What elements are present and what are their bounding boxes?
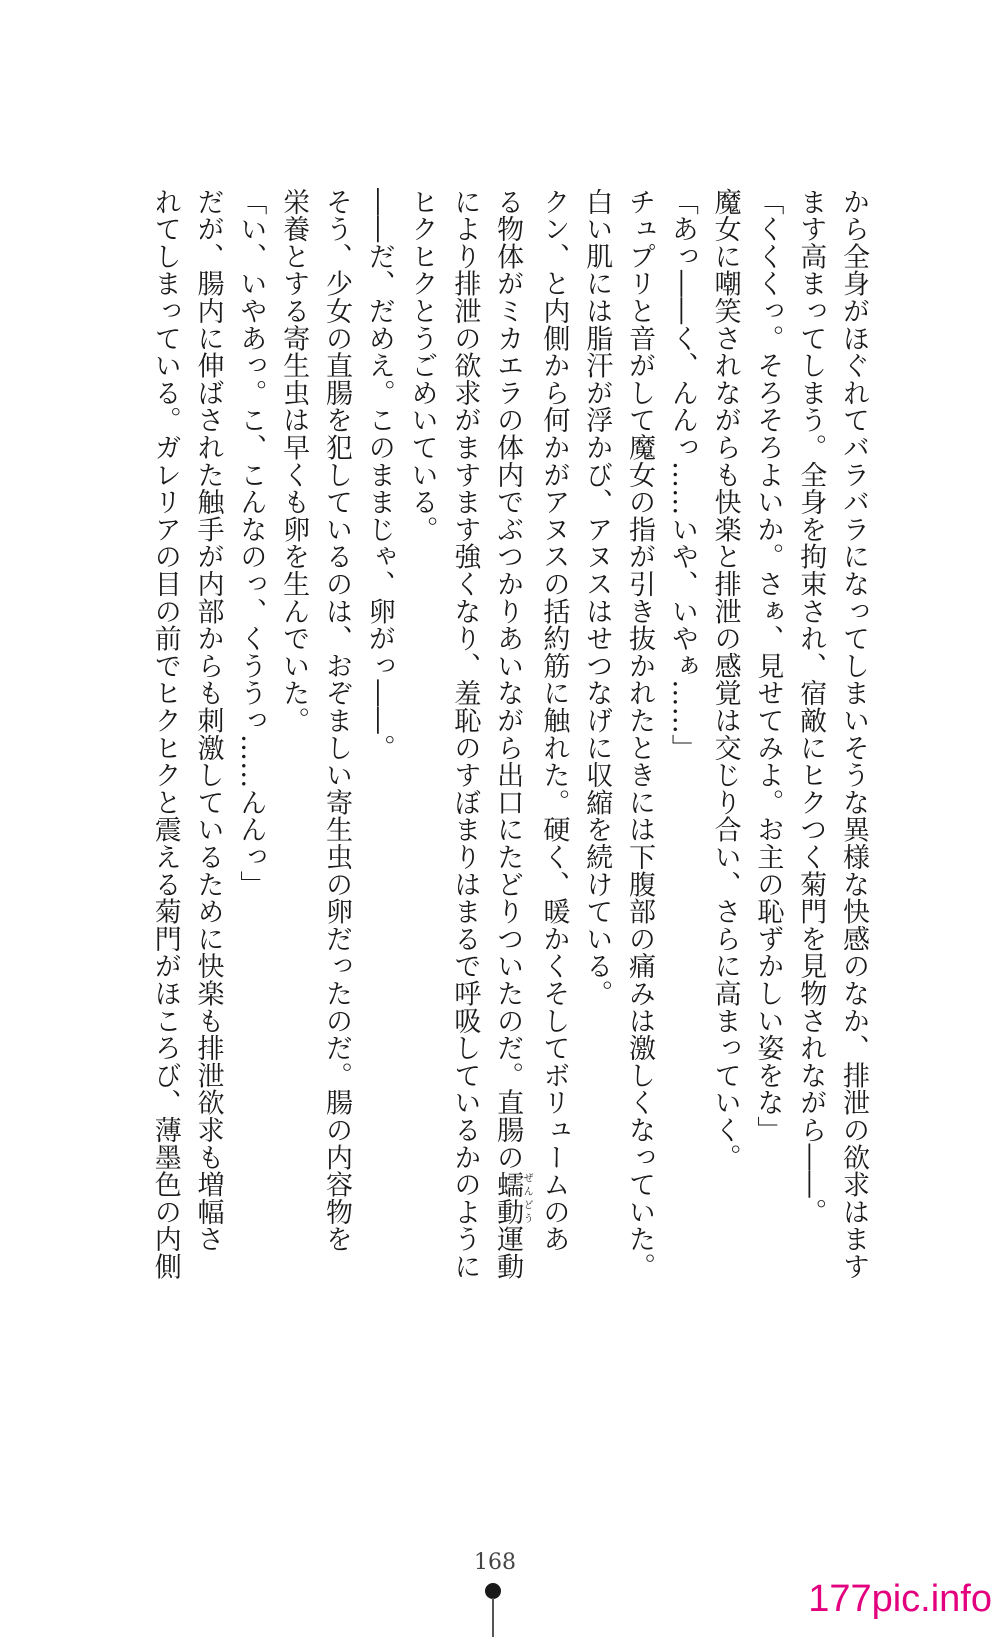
bookmark-string bbox=[492, 1598, 494, 1637]
text-line: から全身がほぐれてバラバラになってしまいそうな異様な快感のなか、排泄の欲求はます bbox=[838, 188, 869, 1280]
text-line: ます高まってしまう。全身を拘束され、宿敵にヒクつく菊門を見物されながら――。 bbox=[795, 188, 827, 1226]
bookmark-ribbon-icon bbox=[485, 1583, 501, 1599]
text-line: ――だ、だめえ。このままじゃ、卵がっ――。 bbox=[363, 188, 395, 762]
vertical-body-text bbox=[130, 188, 874, 1328]
ruby-reading: ぜんどう bbox=[521, 1170, 533, 1226]
text-line-with-ruby: る物体がミカエラの体内でぶつかりあいながら出口にたどりついたのだ。直腸の蠕動ぜんどう運動 bbox=[492, 188, 533, 1281]
text-line: 「くくくっ。そろそろよいか。さぁ、見せてみよ。お主の恥ずかしい姿をな」 bbox=[752, 188, 784, 1144]
text-line: だが、腸内に伸ばされた触手が内部からも刺激しているために快楽も排泄欲求も増幅さ bbox=[192, 188, 224, 1253]
text-line: 白い肌には脂汗が浮かび、アヌスはせつなげに収縮を続けている。 bbox=[581, 188, 613, 1007]
page-number: 168 bbox=[474, 1550, 516, 1575]
text-line: そう、少女の直腸を犯しているのは、おぞましい寄生虫の卵だったのだ。腸の内容物を bbox=[320, 188, 352, 1253]
site-watermark: 177pic.info bbox=[808, 1578, 992, 1620]
text-line: れてしまっている。ガレリアの目の前でヒクヒクと震える菊門がほころび、薄墨色の内側 bbox=[149, 188, 181, 1280]
text-line: 「あっ――く、んんっ……いや、いやぁ……」 bbox=[666, 188, 698, 762]
text-line: 栄養とする寄生虫は早くも卵を生んでいた。 bbox=[278, 188, 310, 734]
text-line: クン、と内側から何かがアヌスの括約筋に触れた。硬く、暖かくそしてボリュームのあ bbox=[538, 188, 570, 1253]
text-line: ヒクヒクとうごめいている。 bbox=[406, 188, 438, 543]
text-line: 「い、いやあっ。こ、こんなのっ、くううっ……んんっ」 bbox=[235, 188, 267, 898]
text-line: 魔女に嘲笑されながらも快楽と排泄の感覚は交じり合い、さらに高まっていく。 bbox=[709, 188, 741, 1171]
text-line: により排泄の欲求がますます強くなり、羞恥のすぼまりはまるで呼吸しているかのように bbox=[449, 188, 481, 1280]
text-line: チュプリと音がして魔女の指が引き抜かれたときには下腹部の痛みは激しくなっていた。 bbox=[624, 188, 656, 1280]
ruby-annotation: 蠕動ぜんどう bbox=[492, 1170, 533, 1226]
